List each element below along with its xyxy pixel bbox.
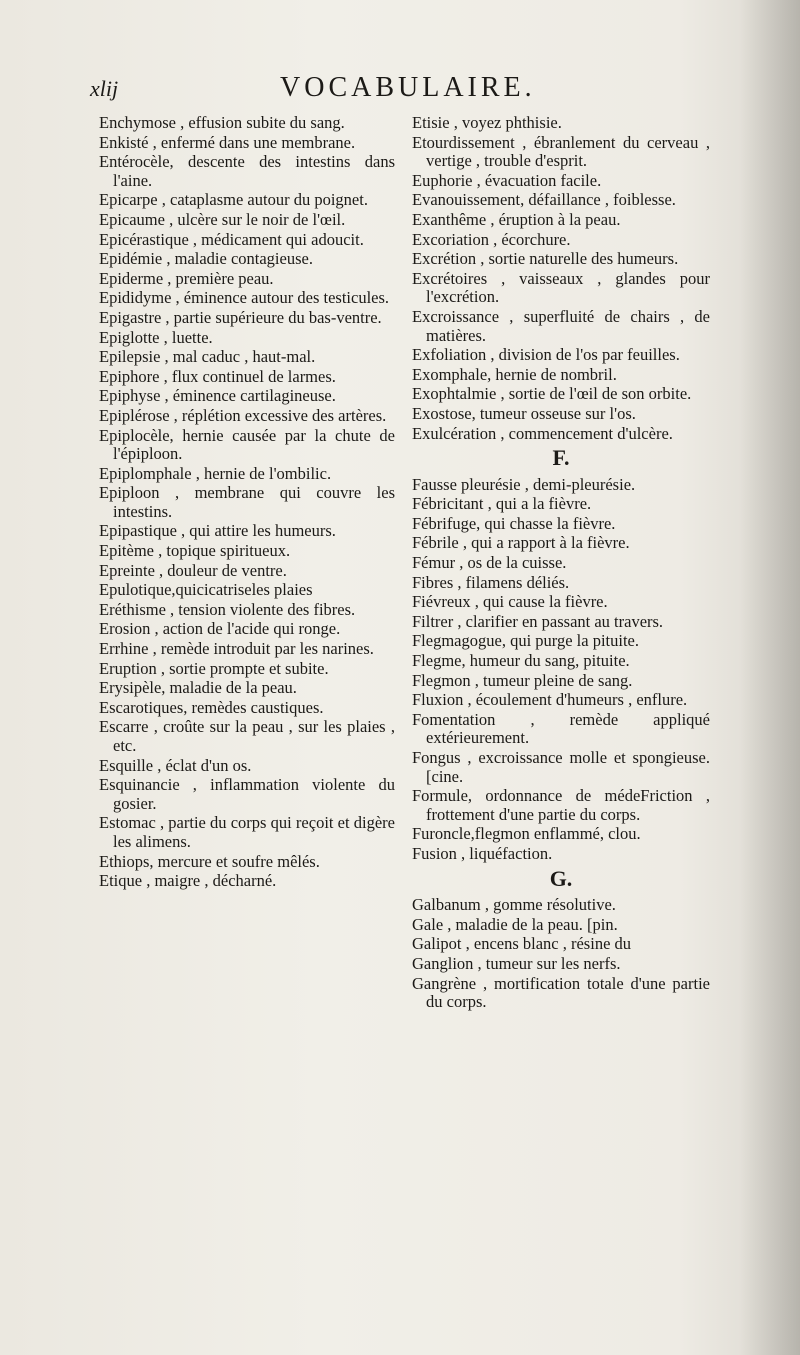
section-letter-f: F.	[552, 445, 570, 471]
vocabulary-entry: Exomphale, hernie de nombril.	[412, 364, 617, 384]
vocabulary-entry: Estomac , partie du corps qui reçoit et digère les alimens.	[99, 813, 395, 851]
vocabulary-entry: Fémur , os de la cuisse.	[412, 553, 567, 573]
vocabulary-entry: Epigastre , partie supérieure du bas-ventre.	[99, 307, 382, 327]
vocabulary-entry: Exfoliation , division de l'os par feuilles.	[412, 345, 680, 365]
vocabulary-entry: Esquille , éclat d'un os.	[99, 755, 252, 775]
vocabulary-entry: Erosion , action de l'acide qui ronge.	[99, 619, 341, 639]
vocabulary-entry: Eruption , sortie prompte et subite.	[99, 658, 329, 678]
vocabulary-entry: Epiplocèle, hernie causée par la chute de l'épiploon.	[99, 425, 395, 464]
vocabulary-entry: Exanthême , éruption à la peau.	[412, 209, 621, 229]
vocabulary-entry: Euphorie , évacuation facile.	[412, 170, 602, 190]
vocabulary-entry: Etisie , voyez phthisie.	[412, 113, 562, 132]
vocabulary-entry: Flegme, humeur du sang, pituite.	[412, 651, 630, 671]
vocabulary-entry: Epiphore , flux continuel de larmes.	[99, 366, 336, 386]
left-column	[99, 114, 395, 892]
vocabulary-entry: Eréthisme , tension violente des fibres.	[99, 599, 356, 619]
vocabulary-entry: Exostose, tumeur osseuse sur l'os.	[412, 403, 636, 423]
vocabulary-entry: Enkisté , enfermé dans une membrane.	[99, 132, 356, 152]
entries-e	[412, 114, 710, 443]
vocabulary-entry: Epreinte , douleur de ventre.	[99, 560, 287, 580]
vocabulary-entry: Evanouissement, défaillance , foiblesse.	[412, 190, 676, 210]
vocabulary-entry: Fluxion , écoulement d'humeurs , enflure.	[412, 690, 688, 710]
section-letter-g: G.	[549, 865, 573, 891]
vocabulary-entry: Etourdissement , ébranlement du cerveau , vertige , trouble d'esprit.	[412, 132, 710, 171]
vocabulary-entry: Epipastique , qui attire les humeurs.	[99, 521, 336, 541]
vocabulary-entry: Etique , maigre , décharné.	[99, 871, 277, 891]
vocabulary-entry: Formule, ordonnance de médeFriction , frottement d'une partie du corps.	[412, 786, 710, 824]
vocabulary-entry: Epiglotte , luette.	[99, 327, 213, 347]
vocabulary-entry: Epidémie , maladie contagieuse.	[99, 249, 313, 269]
vocabulary-entry: Exophtalmie , sortie de l'œil de son orbite.	[412, 384, 692, 404]
vocabulary-entry: Epiplérose , réplétion excessive des artères.	[99, 405, 387, 425]
vocabulary-entry: Esquinancie , inflammation violente du gosier.	[99, 775, 395, 813]
vocabulary-entry: Fébrile , qui a rapport à la fièvre.	[412, 533, 630, 553]
vocabulary-entry: Epitème , topique spiritueux.	[99, 541, 291, 561]
vocabulary-entry: Epiplomphale , hernie de l'ombilic.	[99, 463, 332, 483]
vocabulary-entry: Fibres , filamens déliés.	[412, 572, 570, 592]
vocabulary-entry: Errhine , remède introduit par les narines.	[99, 639, 374, 659]
vocabulary-entry: Epiderme , première peau.	[99, 268, 274, 288]
vocabulary-entry: Erysipèle, maladie de la peau.	[99, 678, 297, 698]
vocabulary-entry: Furoncle,flegmon enflammé, clou.	[412, 824, 641, 844]
vocabulary-entry: Epulotique,quicicatriseles plaies	[99, 580, 313, 600]
page-header	[90, 72, 730, 112]
vocabulary-entry: Fausse pleurésie , demi-pleurésie.	[412, 474, 636, 494]
vocabulary-entry: Epicaume , ulcère sur le noir de l'œil.	[99, 209, 346, 229]
entries-f	[412, 476, 710, 864]
vocabulary-entry: Fomentation , remède appliqué extérieurement.	[412, 709, 710, 748]
vocabulary-entry: Excoriation , écorchure.	[412, 229, 571, 249]
vocabulary-entry: Epicarpe , cataplasme autour du poignet.	[99, 190, 368, 210]
vocabulary-entry: Flegmon , tumeur pleine de sang.	[412, 670, 633, 690]
vocabulary-entry: Galbanum , gomme résolutive.	[412, 895, 616, 915]
vocabulary-entry: Excroissance , superfluité de chairs , de matières.	[412, 306, 710, 345]
vocabulary-entry: Escarotiques, remèdes caustiques.	[99, 697, 324, 717]
vocabulary-entry: Fusion , liquéfaction.	[412, 843, 553, 863]
right-column	[412, 114, 710, 1013]
vocabulary-entry: Enchymose , effusion subite du sang.	[99, 113, 345, 132]
vocabulary-entry: Epiploon , membrane qui couvre les intestins.	[99, 483, 395, 521]
vocabulary-entry: Gangrène , mortification totale d'une partie du corps.	[412, 973, 710, 1012]
page-number: xlij	[90, 76, 119, 101]
vocabulary-entry: Flegmagogue, qui purge la pituite.	[412, 631, 639, 651]
vocabulary-entry: Filtrer , clarifier en passant au travers.	[412, 611, 664, 631]
vocabulary-entry: Exulcération , commencement d'ulcère.	[412, 423, 673, 443]
vocabulary-entry: Excrétoires , vaisseaux , glandes pour l'excrétion.	[412, 268, 710, 307]
entries-g	[412, 896, 710, 1012]
vocabulary-entry: Epididyme , éminence autour des testicules.	[99, 288, 390, 308]
vocabulary-entry: Gale , maladie de la peau. [pin.	[412, 914, 618, 934]
vocabulary-entry: Galipot , encens blanc , résine du	[412, 934, 632, 954]
vocabulary-entry: Escarre , croûte sur la peau , sur les plaies , etc.	[99, 717, 395, 755]
vocabulary-entry: Fébricitant , qui a la fièvre.	[412, 494, 592, 514]
vocabulary-entry: Fébrifuge, qui chasse la fièvre.	[412, 513, 616, 533]
vocabulary-entry: Ethiops, mercure et soufre mêlés.	[99, 851, 320, 871]
page-edge-shadow	[740, 0, 800, 1355]
vocabulary-entry: Fiévreux , qui cause la fièvre.	[412, 592, 608, 612]
vocabulary-entry: Ganglion , tumeur sur les nerfs.	[412, 953, 621, 973]
vocabulary-entry: Epicérastique , médicament qui adoucit.	[99, 229, 364, 249]
vocabulary-entry: Excrétion , sortie naturelle des humeurs.	[412, 249, 679, 269]
vocabulary-entry: Epilepsie , mal caduc , haut-mal.	[99, 347, 316, 367]
running-title: VOCABULAIRE.	[280, 72, 536, 103]
vocabulary-entry: Epiphyse , éminence cartilagineuse.	[99, 386, 336, 406]
vocabulary-entry: Entérocèle, descente des intestins dans l'aine.	[99, 152, 395, 190]
vocabulary-entry: Fongus , excroissance molle et spongieuse. [cine.	[412, 748, 710, 786]
